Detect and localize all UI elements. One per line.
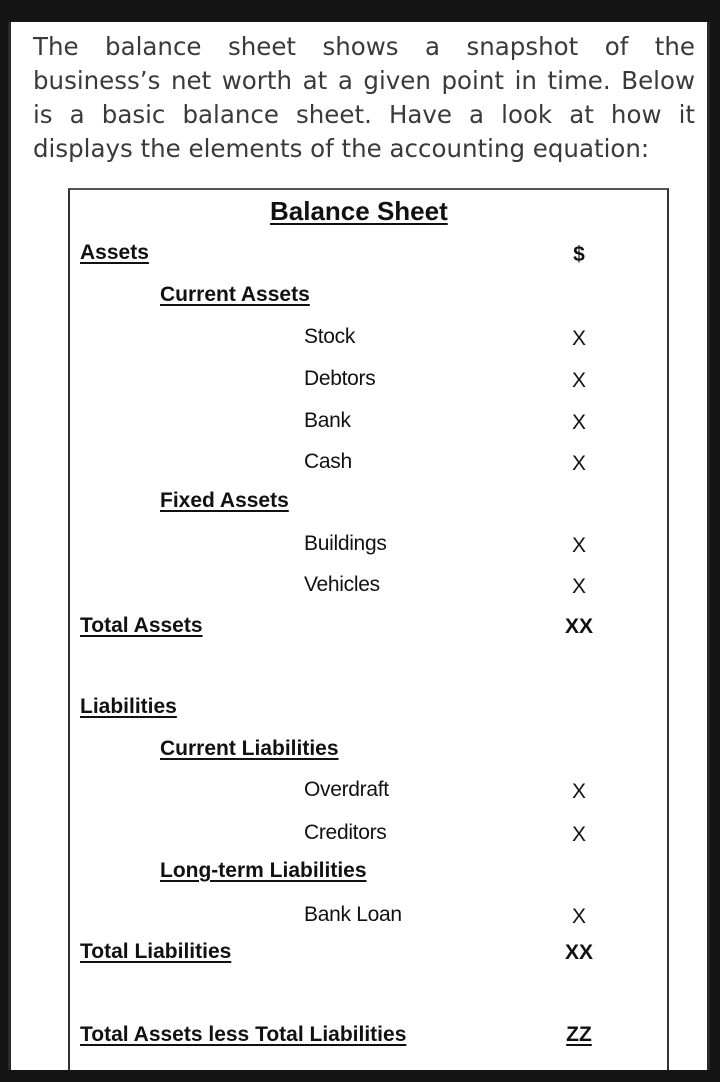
- value-bank: X: [571, 411, 586, 434]
- total-liabilities-label: Total Liabilities: [80, 940, 232, 963]
- currency-header: $: [573, 243, 585, 266]
- balance-sheet-table: [68, 188, 669, 1070]
- item-stock: Stock: [304, 325, 356, 348]
- assets-heading: Assets: [80, 241, 149, 264]
- item-bank: Bank: [304, 409, 351, 432]
- item-debtors: Debtors: [304, 367, 376, 390]
- fixed-assets-heading: Fixed Assets: [160, 489, 289, 512]
- current-liabilities-heading: Current Liabilities: [160, 737, 339, 760]
- item-bank-loan: Bank Loan: [304, 903, 402, 926]
- value-bank-loan: X: [571, 905, 586, 928]
- item-vehicles: Vehicles: [304, 573, 380, 596]
- net-worth-label: Total Assets less Total Liabilities: [80, 1023, 407, 1046]
- long-term-liabilities-heading: Long-term Liabilities: [160, 859, 367, 882]
- intro-paragraph: The balance sheet shows a snapshot of the business’s net worth at a given point in time. Below is a basic balance sheet. Have a look at how it displays the elements of the accounting equation:: [33, 32, 695, 163]
- value-stock: X: [571, 327, 586, 350]
- item-buildings: Buildings: [304, 532, 387, 555]
- bottom-frame-bar: [0, 1070, 720, 1082]
- value-cash: X: [571, 452, 586, 475]
- value-overdraft: X: [571, 780, 586, 803]
- content-card: [8, 22, 710, 1070]
- item-creditors: Creditors: [304, 821, 387, 844]
- total-assets-label: Total Assets: [80, 614, 203, 637]
- liabilities-heading: Liabilities: [80, 695, 177, 718]
- value-vehicles: X: [571, 575, 586, 598]
- value-creditors: X: [571, 823, 586, 846]
- total-assets-value: XX: [564, 615, 593, 638]
- current-assets-heading: Current Assets: [160, 283, 310, 306]
- sheet-title: Balance Sheet: [270, 196, 448, 226]
- total-liabilities-value: XX: [564, 941, 593, 964]
- value-buildings: X: [571, 534, 586, 557]
- net-worth-value: ZZ: [566, 1023, 592, 1046]
- value-debtors: X: [571, 369, 586, 392]
- item-cash: Cash: [304, 450, 352, 473]
- item-overdraft: Overdraft: [304, 778, 389, 801]
